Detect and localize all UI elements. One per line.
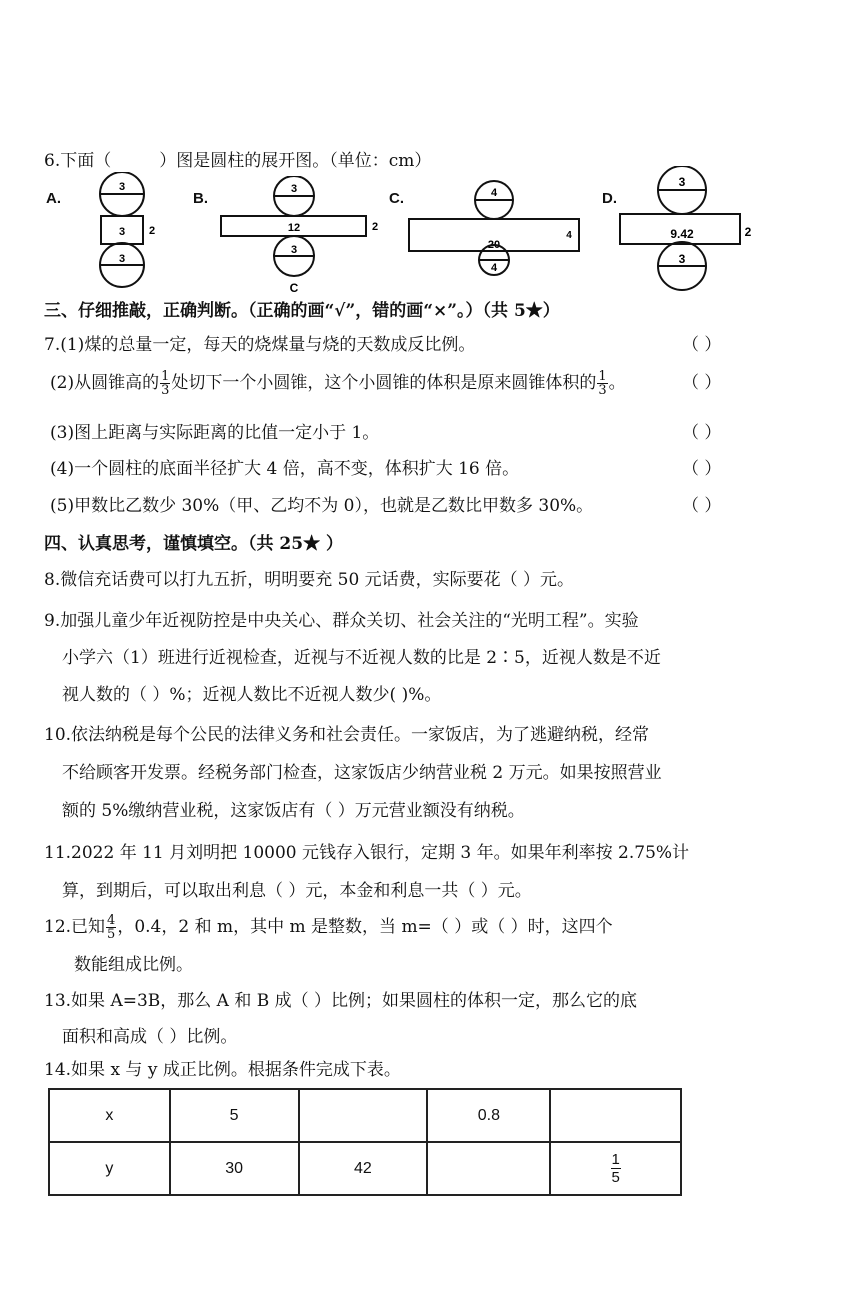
q6-c-bottom-circle-label: 4 <box>490 262 498 274</box>
q9-line-1: 9.加强儿童少年近视防控是中央关心、群众关切、社会关注的“光明工程”。实验 <box>44 611 639 631</box>
q6-b-rect-label: 12 <box>287 222 301 234</box>
q7-lead: 7. <box>44 335 61 355</box>
q14-text: 14.如果 x 与 y 成正比例。根据条件完成下表。 <box>44 1060 401 1080</box>
q7-item-3-answer[interactable]: （ ） <box>682 423 722 443</box>
table-cell: 0.8 <box>427 1089 550 1142</box>
q13-line-2: 面积和高成（ ）比例。 <box>62 1027 238 1047</box>
q8-text: 8.微信充话费可以打九五折，明明要充 50 元话费，实际要花（ ）元。 <box>44 570 575 590</box>
q7-item-2-fraction-2 <box>597 370 607 397</box>
table-cell-blank[interactable] <box>427 1142 550 1195</box>
q7-item-2-text-b: 处切下一个小圆锥，这个小圆锥的体积是原来圆锥体积的 <box>171 373 597 393</box>
q7-item-2-frac1-num: 1 <box>161 369 170 384</box>
table-cell: 42 <box>299 1142 428 1195</box>
q6-b-bottom-circle-label: 3 <box>290 244 298 256</box>
q6-c-side-label: 4 <box>566 230 572 241</box>
q10-line-2: 不给顾客开发票。经税务部门检查，这家饭店少纳营业税 2 万元。如果按照营业 <box>62 763 662 783</box>
q12-frac-den: 5 <box>107 927 116 942</box>
q12-frac-num: 4 <box>107 913 116 928</box>
q6-text-before: 6.下面（ <box>44 151 112 171</box>
q12-rest: ，0.4，2 和 m，其中 m 是整数，当 m=（ ）或（ ）时，这四个 <box>117 917 613 937</box>
q6-text-after: ）图是圆柱的展开图。（单位：cm） <box>159 151 432 171</box>
q7-item-2 <box>50 366 626 400</box>
q6-option-c-label: C. <box>389 190 404 207</box>
q6-stem <box>44 150 431 172</box>
q6-b-side-label: 2 <box>371 221 379 233</box>
q6-option-c-net <box>405 180 585 280</box>
q6-d-bottom-circle-label: 3 <box>678 252 686 266</box>
q7-item-2-frac2-den: 3 <box>598 383 607 398</box>
q7-item-2-frac2-num: 1 <box>598 369 607 384</box>
table-cell: 30 <box>170 1142 299 1195</box>
section3-title: 三、仔细推敲，正确判断。（正确的画“√”，错的画“×”。）（共 5★） <box>44 301 560 321</box>
q6-d-rect-label: 9.42 <box>670 227 694 241</box>
q11-line-2: 算，到期后，可以取出利息（ ）元，本金和利息一共（ ）元。 <box>62 881 532 901</box>
q6-d-side-label: 2 <box>744 225 752 239</box>
q10-line-3: 额的 5%缴纳营业税，这家饭店有（ ）万元营业额没有纳税。 <box>62 801 525 821</box>
q13-line-1: 13.如果 A=3B，那么 A 和 B 成（ ）比例；如果圆柱的体积一定，那么它的底 <box>44 991 638 1011</box>
table-cell-blank[interactable] <box>299 1089 428 1142</box>
q7-item-1-answer[interactable]: （ ） <box>682 335 722 355</box>
q6-a-top-circle-label: 3 <box>118 181 126 193</box>
q6-option-b-label: B. <box>193 190 208 207</box>
q7-item-5: (5)甲数比乙数少 30%（甲、乙均不为 0），也就是乙数比甲数多 30%。 <box>50 496 594 516</box>
q14-y-frac-num: 1 <box>611 1151 620 1168</box>
q6-option-a-net <box>95 172 165 297</box>
q6-c-rect-label: 20 <box>487 239 501 251</box>
q6-option-a-label: A. <box>46 190 61 207</box>
q7-item-3: (3)图上距离与实际距离的比值一定小于 1。 <box>50 423 380 443</box>
q12-fraction <box>106 914 116 941</box>
q7-item-4-answer[interactable]: （ ） <box>682 459 722 479</box>
q7-item-2-text-c: 。 <box>608 373 626 393</box>
q11-line-1: 11.2022 年 11 月刘明把 10000 元钱存入银行，定期 3 年。如果年利率按 2.75%计 <box>44 843 690 863</box>
q14-y-fraction <box>611 1151 621 1186</box>
q14-y-frac-den: 5 <box>611 1169 620 1186</box>
q6-c-top-circle-label: 4 <box>490 187 498 199</box>
table-cell-x-header: x <box>49 1089 170 1142</box>
table-cell-y-header: y <box>49 1142 170 1195</box>
q7-item-5-answer[interactable]: （ ） <box>682 496 722 516</box>
q14-table <box>48 1088 682 1196</box>
q9-line-2: 小学六（1）班进行近视检查，近视与不近视人数的比是 2∶5，近视人数是不近 <box>62 648 661 668</box>
q6-b-below-label: C <box>289 281 299 295</box>
table-cell-fraction <box>550 1142 681 1195</box>
section4-title: 四、认真思考，谨慎填空。（共 25★ ） <box>44 534 343 554</box>
q7-item-2-fraction-1 <box>160 370 170 397</box>
q12-line-1 <box>44 910 613 944</box>
table-row <box>49 1142 681 1195</box>
table-row <box>49 1089 681 1142</box>
q10-line-1: 10.依法纳税是每个公民的法律义务和社会责任。一家饭店，为了逃避纳税，经常 <box>44 725 650 745</box>
table-cell-blank[interactable] <box>550 1089 681 1142</box>
q6-b-top-circle-label: 3 <box>290 183 298 195</box>
q6-option-d-label: D. <box>602 190 617 207</box>
q12-lead: 12.已知 <box>44 917 106 937</box>
q6-option-d-net <box>615 166 765 300</box>
table-cell: 5 <box>170 1089 299 1142</box>
q6-a-side-label: 2 <box>148 225 156 237</box>
q7-item-1 <box>44 334 475 356</box>
q12-line-2: 数能组成比例。 <box>74 955 193 975</box>
q6-a-bottom-circle-label: 3 <box>118 253 126 265</box>
q6-d-top-circle-label: 3 <box>678 175 686 189</box>
q9-line-3: 视人数的（ ）%；近视人数比不近视人数少( )%。 <box>62 685 442 705</box>
q7-item-1-text: (1)煤的总量一定，每天的烧煤量与烧的天数成反比例。 <box>60 335 476 355</box>
q6-a-rect-label: 3 <box>118 226 126 238</box>
q7-item-4: (4)一个圆柱的底面半径扩大 4 倍，高不变，体积扩大 16 倍。 <box>50 459 520 479</box>
q7-item-2-frac1-den: 3 <box>161 383 170 398</box>
q7-item-2-text-a: (2)从圆锥高的 <box>50 373 160 393</box>
q7-item-2-answer[interactable]: （ ） <box>682 373 722 393</box>
q6-option-b-net <box>218 176 383 301</box>
